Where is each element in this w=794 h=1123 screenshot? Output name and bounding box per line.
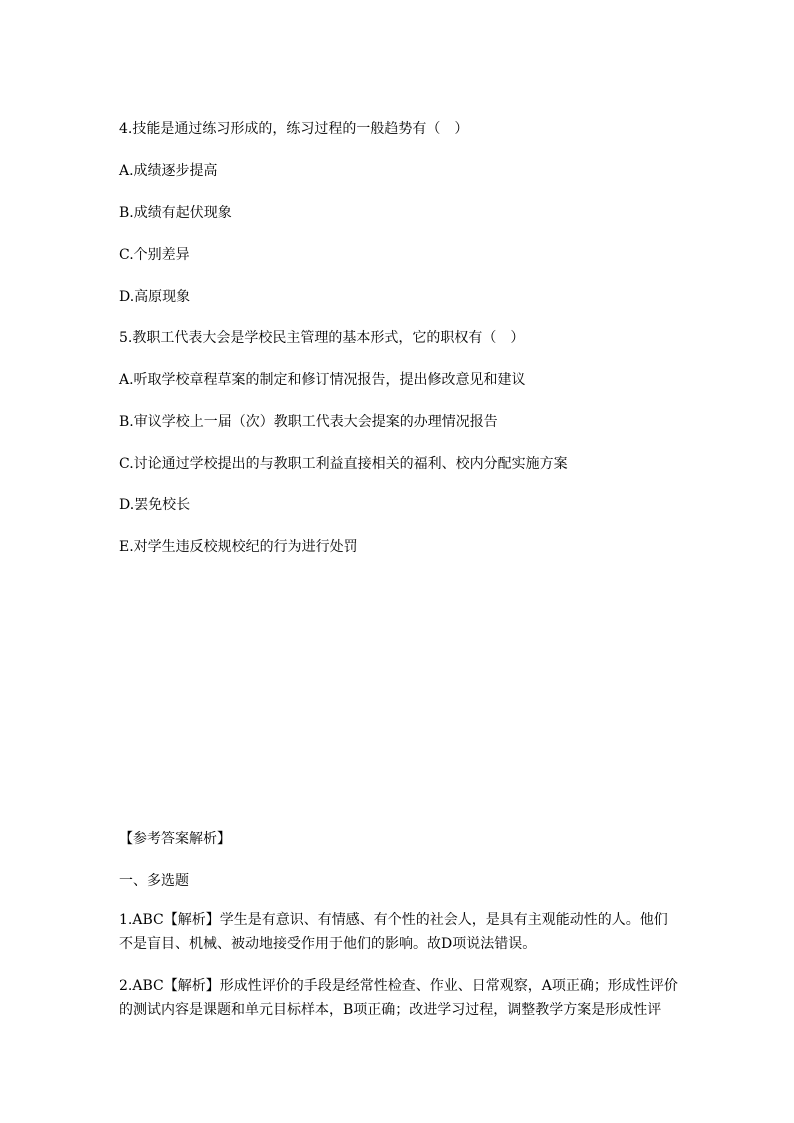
answers-heading: 【参考答案解析】 bbox=[119, 831, 231, 847]
question-5-option-a: A.听取学校章程草案的制定和修订情况报告，提出修改意见和建议 bbox=[119, 372, 526, 388]
answers-section-title: 一、多选题 bbox=[119, 873, 189, 889]
question-4-option-b: B.成绩有起伏现象 bbox=[119, 205, 232, 221]
question-5-stem: 5.教职工代表大会是学校民主管理的基本形式，它的职权有（ ） bbox=[119, 330, 525, 346]
answer-item-1: 1.ABC【解析】学生是有意识、有情感、有个性的社会人，是具有主观能动性的人。他们不是盲目、机械、被动地接受作用于他们的影响。故D项说法错误。 bbox=[119, 912, 668, 952]
question-5-option-e: E.对学生违反校规校纪的行为进行处罚 bbox=[119, 539, 358, 555]
question-4-option-c: C.个别差异 bbox=[119, 247, 190, 263]
question-5-option-d: D.罢免校长 bbox=[119, 497, 191, 513]
question-4-stem: 4.技能是通过练习形成的，练习过程的一般趋势有（ ） bbox=[119, 121, 469, 137]
question-4-option-d: D.高原现象 bbox=[119, 289, 191, 305]
question-5-option-b: B.审议学校上一届（次）教职工代表大会提案的办理情况报告 bbox=[119, 414, 498, 430]
question-4-option-a: A.成绩逐步提高 bbox=[119, 163, 218, 179]
answer-item-2: 2.ABC【解析】形成性评价的手段是经常性检查、作业、日常观察，A项正确；形成性评价的测试内容是课题和单元目标样本，B项正确；改进学习过程，调整教学方案是形成性评 bbox=[119, 978, 678, 1018]
question-5-option-c: C.讨论通过学校提出的与教职工利益直接相关的福利、校内分配实施方案 bbox=[119, 456, 568, 472]
